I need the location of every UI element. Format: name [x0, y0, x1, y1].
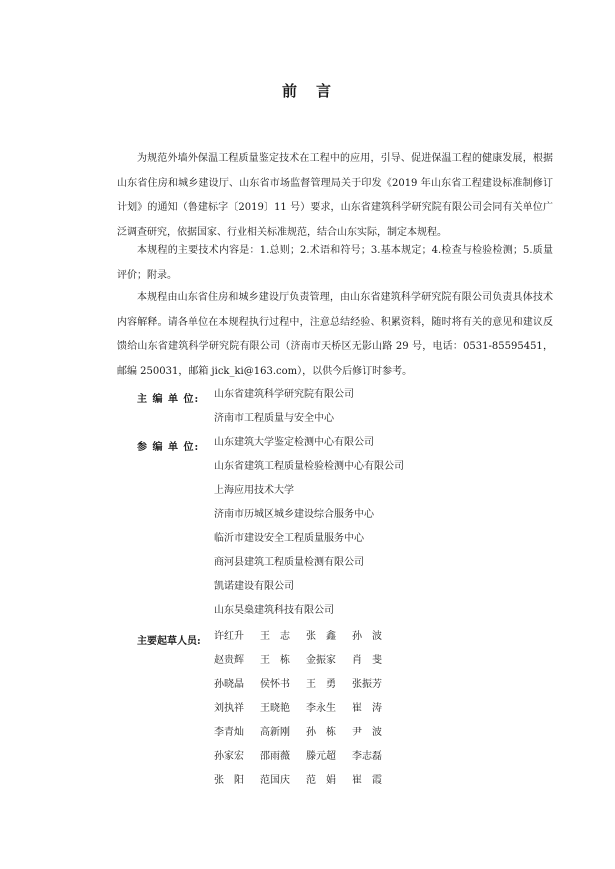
drafter-name: 王 志 [260, 631, 290, 642]
drafter-name: 李志磊 [352, 751, 382, 762]
drafters-row [214, 745, 398, 769]
chief-editor-units [214, 383, 354, 431]
drafter-name: 张 阳 [214, 775, 244, 786]
drafter-name: 许红升 [214, 631, 244, 642]
drafters-label: 主要起草人员: [137, 636, 201, 647]
drafter-name: 范 娟 [306, 775, 336, 786]
drafter-name: 崔 霞 [352, 775, 382, 786]
paragraph-text: 本规程由山东省住房和城乡建设厅负责管理，由山东省建筑科学研究院有限公司负责具体技术内容解释。请各单位在本规程执行过程中，注意总结经验、积累资料，随时将有关的意见和建议反馈给山东省建筑科学研究院有限公司（济南市天桥区无影山路 29 号，电话：0531-85595451，邮编 250031，邮箱 jick_ki@163.com），以供今后修订时参考。 [117, 292, 553, 377]
drafter-name: 张 鑫 [306, 631, 336, 642]
drafter-name: 李永生 [306, 703, 336, 714]
paragraph-text: 本规程的主要技术内容是：1.总则；2.术语和符号；3.基本规定；4.检查与检验检测；5.质量评价；附录。 [117, 245, 553, 281]
chief-unit: 济南市工程质量与安全中心 [214, 413, 334, 424]
drafter-name: 赵贵辉 [214, 655, 244, 666]
drafter-name: 范国庆 [260, 775, 290, 786]
intro-paragraph [117, 147, 553, 245]
drafters-row [214, 625, 398, 649]
participant-unit: 济南市历城区城乡建设综合服务中心 [214, 509, 374, 520]
drafter-name: 李青灿 [214, 727, 244, 738]
participant-unit: 上海应用技术大学 [214, 485, 294, 496]
drafter-name: 肖 斐 [352, 655, 382, 666]
drafter-name: 邵雨薇 [260, 751, 290, 762]
chief-editor-label: 主 编 单 位: [137, 394, 200, 405]
drafters-row [214, 697, 398, 721]
drafter-name: 崔 涛 [352, 703, 382, 714]
technical-content-paragraph [117, 239, 553, 288]
drafter-name: 滕元超 [306, 751, 336, 762]
participant-unit: 山东建筑大学鉴定检测中心有限公司 [214, 437, 374, 448]
management-paragraph [117, 286, 553, 384]
page-title: 前 言 [281, 82, 333, 100]
drafter-name: 王 栋 [260, 655, 290, 666]
drafter-name: 尹 波 [352, 727, 382, 738]
drafter-name: 孙 栋 [306, 727, 336, 738]
drafter-name: 刘执祥 [214, 703, 244, 714]
drafters-row [214, 673, 398, 697]
drafter-name: 张振芳 [352, 679, 382, 690]
drafter-name: 孙晓晶 [214, 679, 244, 690]
drafters-row [214, 769, 398, 793]
participant-label: 参 编 单 位: [137, 442, 200, 453]
drafter-name: 侯怀书 [260, 679, 290, 690]
drafter-name: 高新刚 [260, 727, 290, 738]
drafters-row [214, 721, 398, 745]
drafter-name: 孙家宏 [214, 751, 244, 762]
participant-units [214, 431, 404, 623]
drafters-row [214, 649, 398, 673]
participant-unit: 临沂市建设安全工程质量服务中心 [214, 533, 364, 544]
participant-unit: 商河县建筑工程质量检测有限公司 [214, 557, 364, 568]
drafter-name: 孙 波 [352, 631, 382, 642]
paragraph-text: 为规范外墙外保温工程质量鉴定技术在工程中的应用，引导、促进保温工程的健康发展，根据山东省住房和城乡建设厅、山东省市场监督管理局关于印发《2019 年山东省工程建设标准制修订计划》的通知（鲁建标字〔2019〕11 号）要求，山东省建筑科学研究院有限公司会同有关单位广泛调查研究，依据国家、行业相关标准规范，结合山东实际，制定本规程。 [117, 153, 553, 238]
drafter-name: 王 勇 [306, 679, 336, 690]
participant-unit: 山东昊燊建筑科技有限公司 [214, 605, 334, 616]
participant-unit: 山东省建筑工程质量检验检测中心有限公司 [214, 461, 404, 472]
participant-unit: 凯诺建设有限公司 [214, 581, 294, 592]
chief-unit: 山东省建筑科学研究院有限公司 [214, 389, 354, 400]
drafter-name: 王晓艳 [260, 703, 290, 714]
drafter-name: 金振家 [306, 655, 336, 666]
drafters-list [214, 625, 398, 793]
